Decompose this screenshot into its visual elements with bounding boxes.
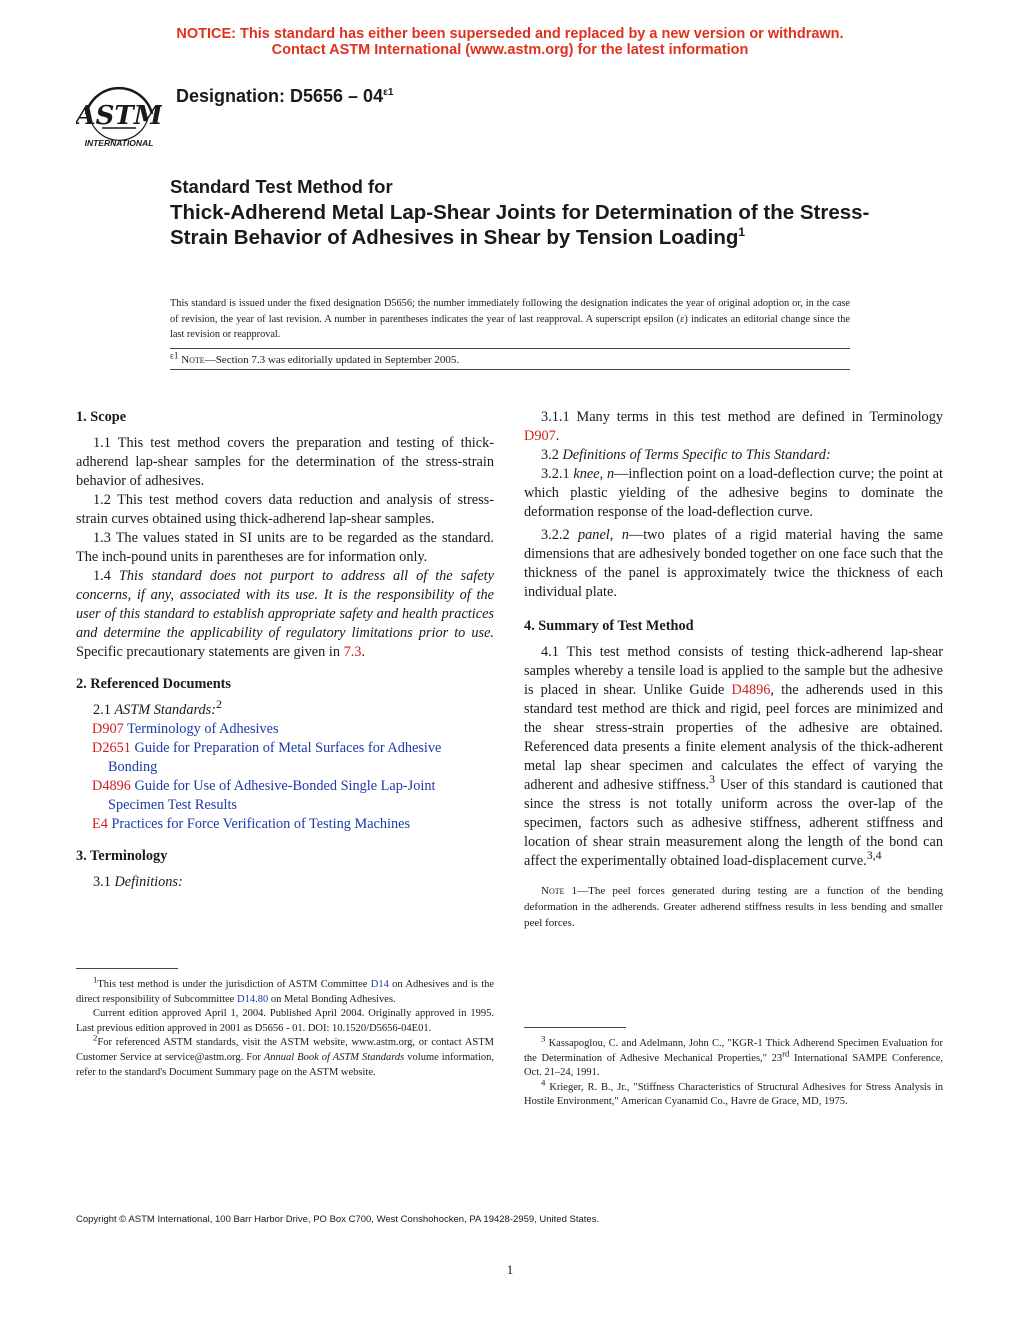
para-3-1-italic: Definitions: [114,874,183,890]
para-4-1-sup1: 3 [709,772,716,787]
para-3-2-2-num: 3.2.2 [541,527,570,543]
para-1-3: 1.3 The values stated in SI units are to be regarded as the standard. The inch-pound units in parentheses are for information only. [76,530,494,565]
footnote-3-text-b: International SAMPE Conference, Oct. 21–24, 1991. [524,1052,943,1079]
ref-item-d907[interactable] [76,720,494,739]
section-2-heading: 2. Referenced Documents [76,676,231,692]
footnote-3-mark: 3 [541,1033,546,1044]
withdrawal-notice-line2: Contact ASTM International (www.astm.org) for the latest information [271,42,749,58]
designation-label: Designation: D5656 – 04 [176,86,384,106]
ref-code[interactable]: D4896 [92,778,131,794]
title-main-text: Thick-Adherend Metal Lap-Shear Joints for Determination of the Stress-Strain Behavior of Adhesives in Shear by Tension Loading [170,201,870,249]
title-footnote-mark: 1 [738,225,746,240]
para-3-1 [76,873,494,892]
para-1-1: 1.1 This test method covers the preparation and testing of thick-adherend lap-shear samples for the determination of the stress-strain behavior of adhesives. [76,435,494,489]
page-number: 1 [506,1262,514,1277]
ref-item-d4896[interactable] [76,777,494,815]
issued-statement: This standard is issued under the fixed designation D5656; the number immediately following the designation indicates the year of original adoption or, in the case of revision, the year of last revision. A number in parentheses indicates the year of last reapproval. A superscript epsilon (ε) indicates an editorial change since the last revision or reapproval. [170,298,850,340]
para-4-1 [524,643,943,871]
para-2-1-italic: ASTM Standards: [114,702,216,718]
link-subcommittee-d14-80[interactable]: D14.80 [236,993,269,1005]
ref-title[interactable]: Practices for Force Verification of Testing Machines [111,816,411,832]
para-3-1-num: 3.1 [93,874,111,890]
para-3-1-1-text: 3.1.1 Many terms in this test method are defined in Terminology [541,409,943,425]
link-section-7-3[interactable]: 7.3 [343,644,362,660]
logo-letters: ASTM [76,101,162,131]
para-3-2-italic: Definitions of Terms Specific to This Standard: [562,447,831,463]
header-divider [170,369,850,370]
para-2-1-sup: 2 [216,697,222,712]
ref-title[interactable]: Guide for Preparation of Metal Surfaces for Adhesive Bonding [108,740,442,775]
right-column [524,408,943,931]
para-1-4 [76,567,494,662]
left-footnotes [76,974,495,1080]
note-1 [524,883,943,931]
para-4-1-text-b: , the adherends used in this standard test method are thick and rigid, peel forces are minimized and the shear stress-strain properties of the adhesive are obtained. Referenced data presents a finite element analysis of the thick-adherent metal lap shear specimen and calculates the effect of varying the adherent and adhesive stiffness. [524,682,943,793]
para-1-4-italic: This standard does not purport to address all of the safety concerns, if any, associated with its use. It is the responsibility of the user of this standard to establish appropriate safety and health practices and determine the applicability of regulatory limitations prior to use. [76,568,494,641]
footnote-1 [76,974,495,1007]
footnote-1-mark: 1 [93,974,98,985]
para-1-4-tail: Specific precautionary statements are given in [76,644,340,660]
note-1-label: Note 1 [541,885,578,897]
para-4-1-sup2: 3,4 [866,848,882,863]
para-2-1-num: 2.1 [93,702,111,718]
para-3-2-1-num: 3.2.1 [541,466,570,482]
para-3-2-num: 3.2 [541,447,559,463]
para-4-1-text-a: 4.1 This test method consists of testing thick-adherend lap-shear samples whereby a tensile load is applied to the sample but the adhesive is placed in shear. Unlike Guide [524,644,943,698]
editorial-note [170,348,850,366]
term-knee: knee, n [573,466,615,482]
note-1-text: —The peel forces generated during testing are a function of the bending deformation in the adherends. Greater adherend stiffness results in less bending and smaller peel forces. [524,885,943,929]
link-d4896[interactable]: D4896 [731,682,771,698]
para-3-1-1-end: . [555,428,560,444]
para-3-2-1-text: —inflection point on a load-deflection curve; the point at which plastic yielding of the adhesive begins to dominate the deformation response of the load-deflection curve. [524,466,943,520]
term-panel: panel, n [578,527,629,543]
section-1-heading: 1. Scope [76,409,127,425]
footnote-1-text-c: on Metal Bonding Adhesives. [270,993,396,1005]
designation-superscript: ε1 [383,87,394,98]
withdrawal-notice-line1: NOTICE: This standard has either been superseded and replaced by a new version or withdrawn. [176,26,844,42]
footnote-1-text-b: on Adhesives and is the direct responsibility of Subcommittee [76,979,495,1005]
ref-item-e4[interactable] [76,815,494,834]
footnote-4-text: Krieger, R. B., Jr., "Stiffness Characteristics of Structural Adhesives for Stress Analysis in Hostile Environment," American Cyanamid Co., Havre de Grace, MD, 1975. [524,1081,944,1108]
copyright-line: Copyright © ASTM International, 100 Barr Harbor Drive, PO Box C700, West Conshohocken, PA 19428-2959, United States. [76,1214,600,1225]
right-footnotes [524,1033,944,1110]
ref-item-d2651[interactable] [76,739,494,777]
link-d907[interactable]: D907 [524,428,556,444]
footnote-divider-left [76,968,178,969]
astm-logo [76,74,162,152]
ref-code[interactable]: E4 [92,816,108,832]
ref-title[interactable]: Guide for Use of Adhesive-Bonded Single Lap-Joint Specimen Test Results [108,778,436,813]
para-2-1 [76,697,494,720]
document-title [170,176,870,250]
para-1-4-num: 1.4 [93,568,111,584]
footnote-2 [76,1032,494,1080]
editorial-note-text: —Section 7.3 was editorially updated in September 2005. [204,354,460,366]
ref-code[interactable]: D2651 [92,740,131,756]
footnote-3 [524,1033,943,1081]
designation [176,86,393,107]
footnote-1-text-a: This test method is under the jurisdiction of ASTM Committee [97,979,368,990]
title-line1: Standard Test Method for [170,176,393,197]
editorial-note-label: Note [181,354,205,366]
footnote-4 [524,1077,944,1110]
para-4-1-text-c: User of this standard is cautioned that since the stress is not totally uniform across the over-lap of the specimen, factors such as adhesive stiffness, adherent stiffness and location of shear strain measurement along the length of the bond can affect the experimentally obtained load-displacement curve. [524,777,943,869]
section-4-heading: 4. Summary of Test Method [524,618,694,634]
footnote-2-mark: 2 [93,1032,98,1043]
para-1-4-end: . [361,644,366,660]
para-3-1-1 [524,408,943,446]
title-main [170,200,870,250]
footnote-2-text-a: For referenced ASTM standards, visit the ASTM website, www.astm.org, or contact ASTM Customer Service at service@astm.org. For [76,1037,494,1063]
ref-code[interactable]: D907 [92,721,124,737]
editorial-note-mark: ε1 [170,350,179,361]
left-column [76,408,494,892]
footnote-3-text-a: Kassapoglou, C. and Adelmann, John C., "KGR-1 Thick Adherend Specimen Evaluation for the Determination of Adhesive Mechanical Properties," 23 [524,1038,943,1064]
para-3-2-1 [524,465,943,522]
para-3-2-2-text: —two plates of a rigid material having the same dimensions that are adhesively bonded together on one face such that the thickness of the panel is approximately twice the thickness of each individual plate. [524,527,944,600]
footnote-3-sup: rd [782,1048,790,1059]
section-3-heading: 3. Terminology [76,848,168,864]
footnote-2-text-b: volume information, refer to the standard's Document Summary page on the ASTM website. [76,1051,494,1078]
link-committee-d14[interactable]: D14 [370,979,389,990]
footnote-divider-right [524,1027,626,1028]
footnote-4-mark: 4 [541,1077,546,1088]
footnote-1-edition: Current edition approved April 1, 2004. Published April 2004. Originally approved in 1995. Last previous edition approved in 2001 as D5656 - 01. DOI: 10.1520/D5656-04E01. [76,1008,494,1034]
ref-title[interactable]: Terminology of Adhesives [127,721,279,737]
para-1-2: 1.2 This test method covers data reduction and analysis of stress-strain curves obtained using thick-adherend lap-shear samples. [76,492,494,527]
footnote-2-italic: Annual Book of ASTM Standards [263,1051,405,1063]
para-3-2-2 [524,526,943,602]
astm-logo-icon [76,74,162,152]
logo-caption: INTERNATIONAL [84,138,154,148]
para-3-2 [524,446,943,465]
